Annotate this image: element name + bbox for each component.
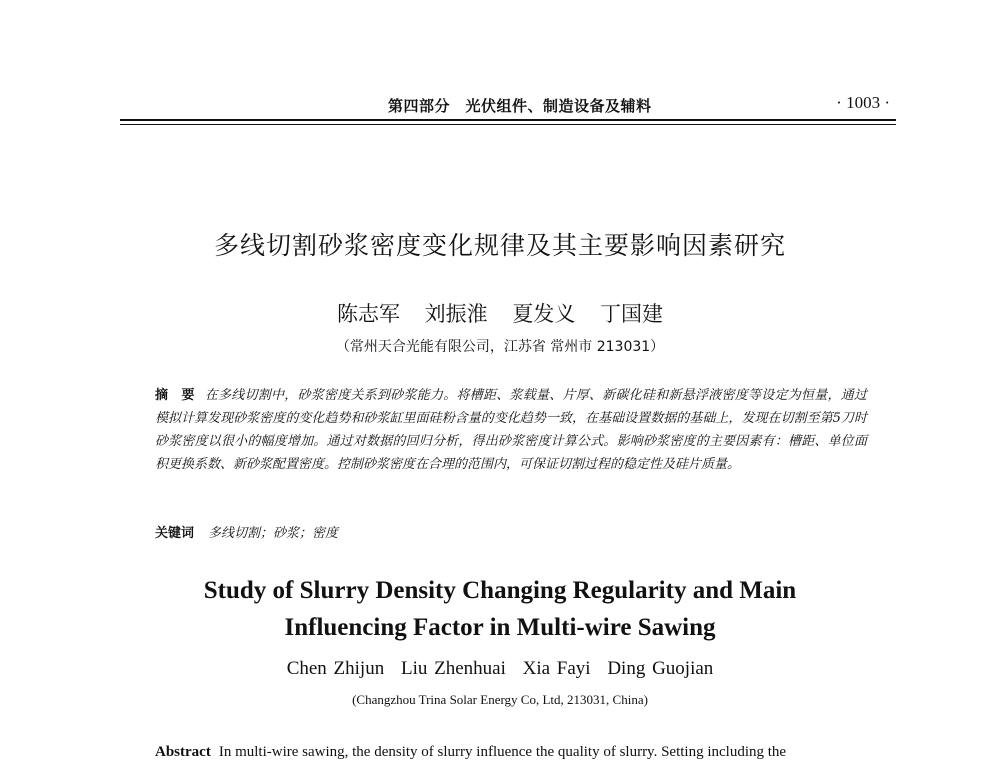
author-en: Chen Zhijun <box>286 658 385 679</box>
title-en-line: Study of Slurry Density Changing Regularity and Main <box>203 577 797 604</box>
abstract-text-cn: 在多线切割中，砂浆密度关系到砂浆能力。将槽距、浆载量、片厚、新碳化硅和新悬浮液密度等设定为恒量，通过模拟计算发现砂浆密度的变化趋势和砂浆缸里面硅粉含量的变化趋势一致，在基础设置数据的基础上，发现在切割至第5刀时砂浆密度以很小的幅度增加。通过对数据的回归分析，得出砂浆密度计算公式。影响砂浆密度的主要因素有：槽距、单位面积更换系数、新砂浆配置密度。控制砂浆密度在合理的范围内，可保证切割过程的稳定性及硅片质量。 <box>155 388 867 472</box>
keywords-chinese <box>155 522 867 541</box>
abstract-english <box>155 744 867 761</box>
keywords-label-cn: 关键词 <box>155 526 195 541</box>
page-number: · 1003 · <box>836 93 890 112</box>
author-cn: 丁国建 <box>600 302 664 326</box>
author-cn: 夏发义 <box>512 302 576 326</box>
abstract-label-cn: 摘 要 <box>155 388 195 403</box>
running-header <box>120 92 896 116</box>
authors-english <box>0 658 1000 680</box>
title-english <box>0 572 1000 646</box>
section-title: 第四部分 光伏组件、制造设备及辅料 <box>388 97 652 115</box>
header-rule-thick <box>120 119 896 121</box>
keywords-text-cn: 多线切割；砂浆；密度 <box>208 526 339 541</box>
abstract-text-en: In multi-wire sawing, the density of slurry influence the quality of slurry. Setting including the <box>218 744 787 760</box>
author-cn: 陈志军 <box>336 302 400 326</box>
affiliation-chinese: （常州天合光能有限公司，江苏省 常州市 213031） <box>335 339 665 355</box>
title-chinese: 多线切割砂浆密度变化规律及其主要影响因素研究 <box>213 231 786 260</box>
author-en: Liu Zhenhuai <box>400 658 506 679</box>
author-en: Xia Fayi <box>522 658 591 679</box>
author-cn: 刘振淮 <box>424 302 488 326</box>
abstract-label-en: Abstract <box>155 744 211 760</box>
author-en: Ding Guojian <box>607 658 714 679</box>
title-en-line: Influencing Factor in Multi-wire Sawing <box>284 614 716 641</box>
affiliation-english: (Changzhou Trina Solar Energy Co, Ltd, 213031, China) <box>352 692 648 707</box>
header-rule-thin <box>120 124 896 125</box>
authors-chinese <box>0 298 1000 328</box>
abstract-chinese <box>155 384 867 476</box>
